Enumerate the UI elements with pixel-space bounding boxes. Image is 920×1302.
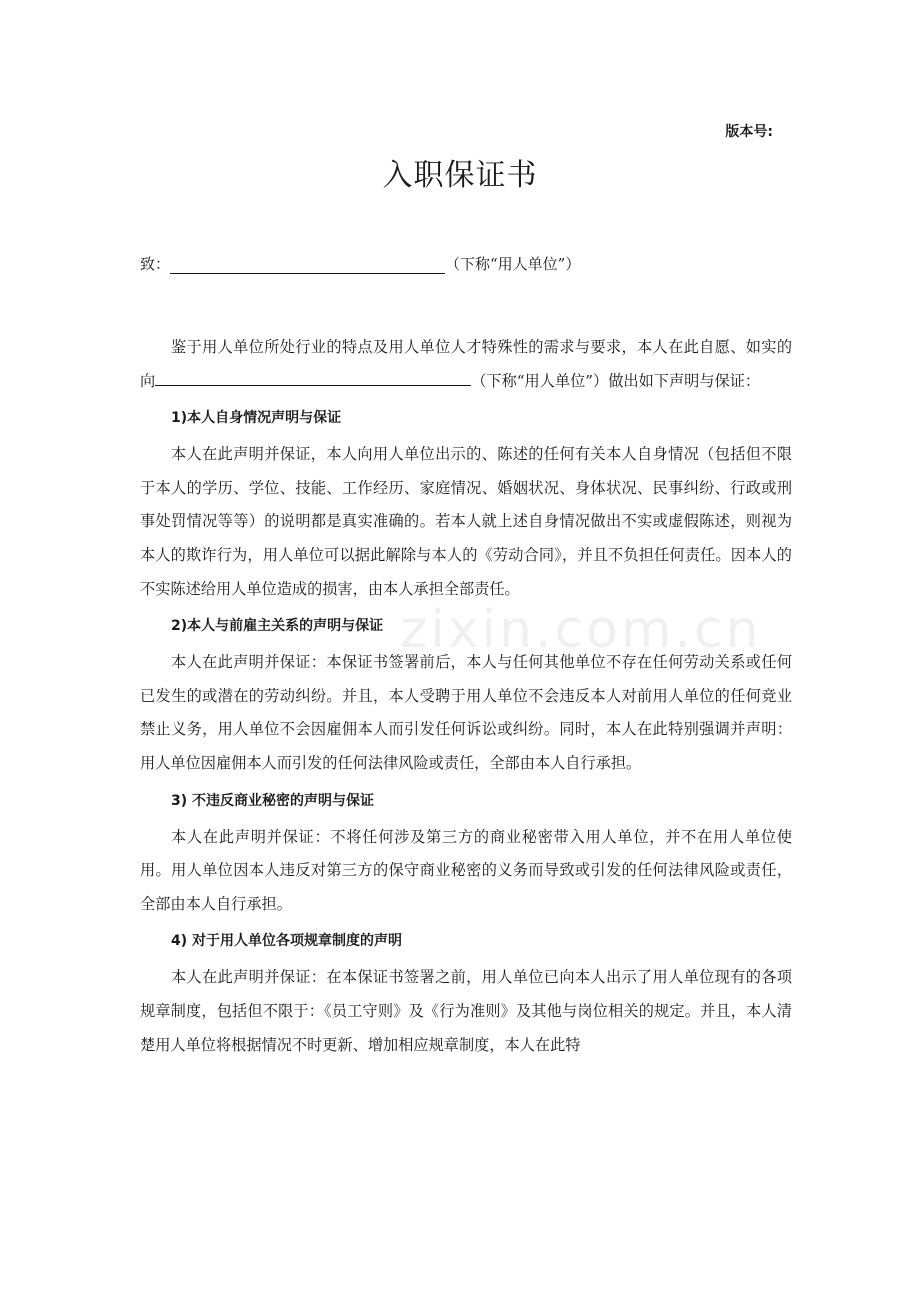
addressee-suffix: （下称“用人单位”） (445, 255, 581, 273)
section-4-body: 本人在此声明并保证：在本保证书签署之前，用人单位已向本人出示了用人单位现有的各项规章制度，包括但不限于：《员工守则》及《行为准则》及其他与岗位相关的规定。并且，本人清楚用人单位将根据情况不时更新、增加相应规章制度，本人在此特 (140, 968, 792, 1054)
section-4-heading: 4) 对于用人单位各项规章制度的声明 (171, 933, 403, 950)
section-1-heading: 1)本人自身情况声明与保证 (171, 410, 342, 427)
employer-name-blank[interactable] (155, 367, 471, 386)
version-label: 版本号: (725, 124, 773, 140)
watermark: zixin.com.cn (400, 600, 762, 660)
intro-paragraph (140, 331, 792, 398)
section-2-body: 本人在此声明并保证：本保证书签署前后，本人与任何其他单位不存在任何劳动关系或任何已发生的或潜在的劳动纠纷。并且，本人受聘于用人单位不会违反本人对前用人单位的任何竞业禁止义务，用人单位不会因雇佣本人而引发任何诉讼或纠纷。同时，本人在此特别强调并声明：用人单位因雇佣本人而引发的任何法律风险或责任，全部由本人自行承担。 (140, 653, 792, 772)
section-2-heading: 2)本人与前雇主关系的声明与保证 (171, 618, 384, 635)
intro-text-2: （下称“用人单位”）做出如下声明与保证： (471, 371, 761, 390)
section-3-heading: 3) 不违反商业秘密的声明与保证 (171, 792, 375, 809)
addressee-blank[interactable] (170, 255, 445, 274)
addressee-prefix: 致： (140, 255, 171, 273)
document-body (140, 331, 792, 1062)
section-3-body: 本人在此声明并保证：不将任何涉及第三方的商业秘密带入用人单位，并不在用人单位使用。用人单位因本人违反对第三方的保守商业秘密的义务而导致或引发的任何法律风险或责任，全部由本人自行承担。 (140, 827, 792, 913)
intro-text-1: 鉴于用人单位所处行业的特点及用人单位人才特殊性的需求与要求，本人在此自愿、如实的向 (140, 338, 792, 390)
addressee-line (140, 253, 580, 274)
section-1-body: 本人在此声明并保证，本人向用人单位出示的、陈述的任何有关本人自身情况（包括但不限于本人的学历、学位、技能、工作经历、家庭情况、婚姻状况、身体状况、民事纠纷、行政或刑事处罚情况等等）的说明都是真实准确的。若本人就上述自身情况做出不实或虚假陈述，则视为本人的欺诈行为，用人单位可以据此解除与本人的《劳动合同》，并且不负担任何责任。因本人的不实陈述给用人单位造成的损害，由本人承担全部责任。 (140, 445, 792, 598)
document-title: 入职保证书 (382, 158, 538, 193)
